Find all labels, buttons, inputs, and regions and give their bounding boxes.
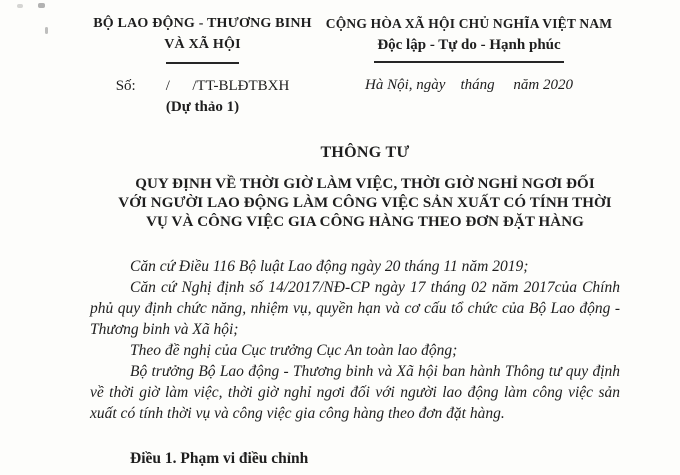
agency-underline (166, 62, 239, 64)
national-motto-block (318, 13, 620, 95)
document-type: THÔNG TƯ (320, 144, 410, 161)
enacting-paragraph: Bộ trưởng Bộ Lao động - Thương binh và Xã hội ban hành Thông tư quy định về thời giờ làm việc, thời giờ nghỉ ngơi đối với người lao động làm công việc sản xuất có tính thời vụ và công việc gia công hàng theo đơn đặt hàng. (90, 363, 620, 422)
citation-paragraph: Theo đề nghị của Cục trưởng Cục An toàn lao động; (130, 342, 458, 359)
national-motto: Độc lập - Tự do - Hạnh phúc (377, 37, 561, 53)
document-body (90, 256, 620, 469)
document-number: Số: / /TT-BLĐTBXH (115, 78, 290, 94)
issuing-agency-block (55, 13, 350, 117)
place-and-date: Hà Nội, ngày tháng năm 2020 (365, 77, 573, 93)
motto-underline (374, 61, 564, 63)
draft-label: (Dự thảo 1) (165, 99, 240, 115)
scan-speck (38, 3, 45, 8)
national-title: CỘNG HÒA XÃ HỘI CHỦ NGHĨA VIỆT NAM (325, 16, 613, 31)
agency-name-line1: BỘ LAO ĐỘNG - THƯƠNG BINH (93, 16, 312, 31)
agency-name-line2: VÀ XÃ HỘI (164, 37, 241, 52)
document-title-block (95, 143, 635, 232)
scan-speck (17, 4, 23, 8)
title-line-1: QUY ĐỊNH VỀ THỜI GIỜ LÀM VIỆC, THỜI GIỜ NGHỈ NGƠI ĐỐI (135, 176, 595, 192)
citation-paragraph: Căn cứ Nghị định số 14/2017/NĐ-CP ngày 17 tháng 02 năm 2017của Chính phủ quy định chức năng, nhiệm vụ, quyền hạn và cơ cấu tổ chức của Bộ Lao động - Thương binh và Xã hội; (90, 279, 620, 338)
scan-speck (45, 27, 48, 34)
article-1-heading: Điều 1. Phạm vi điều chỉnh (130, 450, 309, 467)
title-line-3: VỤ VÀ CÔNG VIỆC GIA CÔNG HÀNG THEO ĐƠN ĐẶT HÀNG (146, 214, 584, 230)
title-line-2: VỚI NGƯỜI LAO ĐỘNG LÀM CÔNG VIỆC SẢN XUẤT CÓ TÍNH THỜI (118, 195, 612, 211)
citation-paragraph: Căn cứ Điều 116 Bộ luật Lao động ngày 20 tháng 11 năm 2019; (130, 258, 529, 275)
